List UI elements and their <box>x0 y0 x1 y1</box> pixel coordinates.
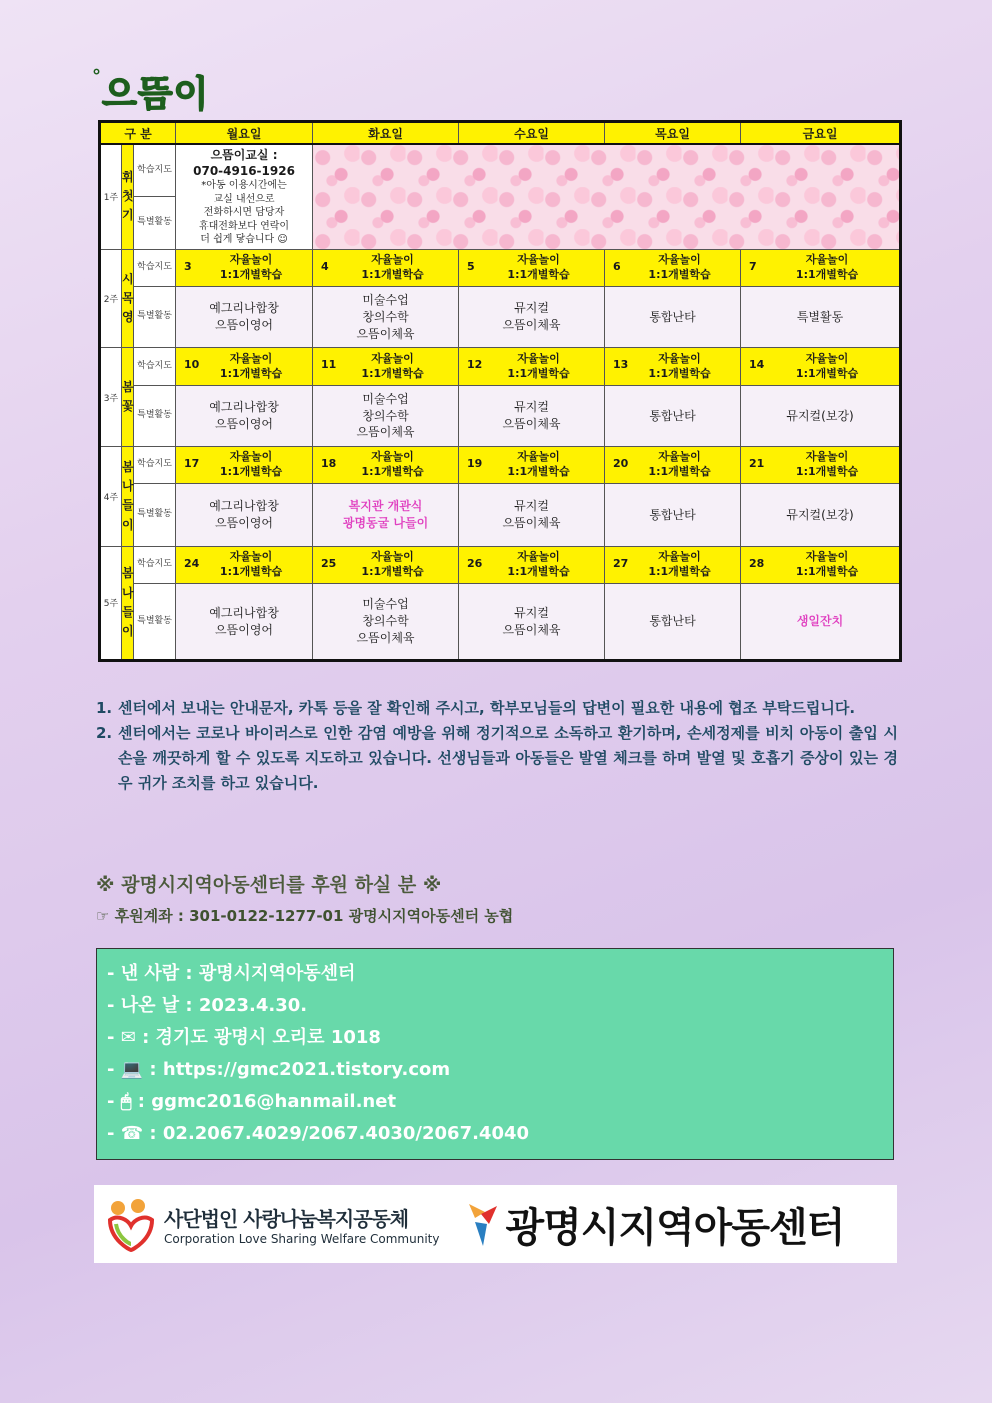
week-label: 1주 <box>100 144 122 249</box>
day-study-cell <box>605 447 741 484</box>
week-row-special <box>100 287 901 348</box>
special-activity: 창의수학 <box>362 309 409 324</box>
day-number: 21 <box>749 457 765 471</box>
day-study-cell <box>313 447 459 484</box>
week-label: 4주 <box>100 447 122 547</box>
kind-label: 특별활동 <box>134 584 176 661</box>
info-email[interactable]: - 🖱 : ggmc2016@hanmail.net <box>107 1091 397 1112</box>
day-number: 17 <box>184 457 200 471</box>
day-study-top: 자율놀이 <box>229 351 273 365</box>
day-study-top: 자율놀이 <box>229 550 273 564</box>
week-theme: 시 목 영 <box>122 249 134 348</box>
special-activity: 으뜸이체육 <box>502 416 561 431</box>
day-study-cell <box>741 348 901 385</box>
special-activity: 미술수업 <box>362 391 409 406</box>
day-study-top: 자율놀이 <box>658 550 701 564</box>
day-study-top: 자율놀이 <box>658 450 701 464</box>
special-activity: 으뜸이체육 <box>356 425 415 440</box>
header-cell: 월요일 <box>176 122 313 145</box>
day-study-bottom: 1:1개별학습 <box>795 267 859 281</box>
header-cell: 수요일 <box>459 122 605 145</box>
day-study-bottom: 1:1개별학습 <box>648 267 711 281</box>
kind-label: 학습지도 <box>134 447 176 484</box>
day-special-cell <box>605 584 741 661</box>
special-activity: 으뜸이영어 <box>215 622 274 637</box>
day-study-bottom: 1:1개별학습 <box>361 267 424 281</box>
day-study-top: 자율놀이 <box>371 550 414 564</box>
day-study-cell <box>459 447 605 484</box>
day-study-top: 자율놀이 <box>371 351 414 365</box>
day-number: 28 <box>749 556 765 570</box>
day-study-top: 자율놀이 <box>371 450 414 464</box>
center-emblem-icon <box>465 1198 505 1250</box>
day-study-top: 자율놀이 <box>517 351 560 365</box>
day-study-bottom: 1:1개별학습 <box>361 465 424 479</box>
header-row <box>100 122 901 145</box>
day-special-cell <box>459 287 605 348</box>
special-activity: 으뜸이체육 <box>502 622 561 637</box>
day-study-bottom: 1:1개별학습 <box>648 564 711 578</box>
day-study-bottom: 1:1개별학습 <box>795 564 859 578</box>
day-study-cell <box>741 447 901 484</box>
week-theme: 봄 꽃 <box>122 348 134 447</box>
kind-label: 학습지도 <box>134 546 176 583</box>
info-address: - ✉ : 경기도 광명시 오리로 1018 <box>107 1027 381 1048</box>
day-study-bottom: 1:1개별학습 <box>648 366 711 380</box>
notice-item: 2. 센터에서는 코로나 바이러스로 인한 감염 예방을 위해 정기적으로 소독하고 환기하며, 손세정제를 비치 아동이 출입 시 손을 깨끗하게 할 수 있도록 지도하고 있습니다. 선생님들과 아동들은 발열 체크를 하며 발열 및 호흡기 증상이 있는 경우 귀가 조치를 하고 있습니다. <box>96 724 898 792</box>
day-number: 5 <box>467 259 475 273</box>
day-study-bottom: 1:1개별학습 <box>219 465 283 479</box>
day-study-top: 자율놀이 <box>229 253 273 267</box>
kind-label: 학습지도 <box>134 144 176 197</box>
day-study-top: 자율놀이 <box>658 253 701 267</box>
day-study-bottom: 1:1개별학습 <box>507 564 570 578</box>
week-label: 2주 <box>100 249 122 348</box>
day-study-cell <box>176 249 313 286</box>
week-row-special <box>100 584 901 661</box>
special-activity: 미술수업 <box>362 293 409 308</box>
day-special-cell <box>313 287 459 348</box>
special-activity: 뮤지컬 <box>514 301 549 316</box>
info-sender: - 낸 사람 : 광명시지역아동센터 <box>107 963 356 984</box>
special-activity: 통합난타 <box>649 408 696 423</box>
day-study-cell <box>176 348 313 385</box>
special-activity: 미술수업 <box>362 597 409 612</box>
day-special-cell <box>605 484 741 546</box>
info-website[interactable]: - 💻 : https://gmc2021.tistory.com <box>107 1059 451 1080</box>
day-study-top: 자율놀이 <box>371 253 414 267</box>
special-activity: 예그리나합창 <box>209 301 279 316</box>
week-label: 3주 <box>100 348 122 447</box>
welfare-logo <box>104 1194 439 1254</box>
day-number: 7 <box>749 259 757 273</box>
day-number: 27 <box>613 556 629 570</box>
welfare-name-en: Corporation Love Sharing Welfare Community <box>164 1231 440 1246</box>
special-activity: 으뜸이영어 <box>215 318 274 333</box>
day-special-cell <box>741 385 901 446</box>
day-study-cell <box>605 348 741 385</box>
special-activity: 예그리나합창 <box>209 499 279 514</box>
day-study-bottom: 1:1개별학습 <box>507 465 570 479</box>
day-study-bottom: 1:1개별학습 <box>507 366 570 380</box>
special-activity: 으뜸이영어 <box>215 416 274 431</box>
day-study-top: 자율놀이 <box>658 351 701 365</box>
day-study-cell <box>459 348 605 385</box>
day-study-cell <box>459 546 605 583</box>
day-special-cell <box>741 484 901 546</box>
day-study-bottom: 1:1개별학습 <box>648 465 711 479</box>
day-special-cell <box>176 385 313 446</box>
day-study-cell <box>741 546 901 583</box>
day-study-top: 자율놀이 <box>805 550 849 564</box>
special-activity: 통합난타 <box>649 309 696 324</box>
special-activity: 복지관 개관식 <box>348 499 423 514</box>
cherry-blossom-image <box>313 144 901 249</box>
day-study-top: 자율놀이 <box>229 450 273 464</box>
day-study-bottom: 1:1개별학습 <box>795 366 859 380</box>
day-number: 24 <box>184 556 200 570</box>
support-title: ※ 광명시지역아동센터를 후원 하실 분 ※ <box>96 874 442 896</box>
info-phone: - ☎ : 02.2067.4029/2067.4030/2067.4040 <box>107 1123 530 1144</box>
header-cell: 목요일 <box>605 122 741 145</box>
special-activity: 으뜸이체육 <box>356 630 415 645</box>
day-study-top: 자율놀이 <box>517 450 560 464</box>
day-number: 3 <box>184 259 192 273</box>
special-activity: 예그리나합창 <box>209 605 279 620</box>
day-special-cell <box>741 584 901 661</box>
kind-label: 특별활동 <box>134 385 176 446</box>
special-activity: 뮤지컬 <box>514 499 549 514</box>
day-study-top: 자율놀이 <box>805 450 849 464</box>
day-study-top: 자율놀이 <box>805 253 849 267</box>
day-special-cell <box>313 584 459 661</box>
info-box <box>96 948 894 1160</box>
header-cell: 화요일 <box>313 122 459 145</box>
support-account: ☞ 후원계좌 : 301-0122-1277-01 광명시지역아동센터 농협 <box>96 907 514 925</box>
day-study-top: 자율놀이 <box>517 550 560 564</box>
day-number: 25 <box>321 556 337 570</box>
day-study-cell <box>605 546 741 583</box>
day-study-cell <box>459 249 605 286</box>
day-number: 26 <box>467 556 483 570</box>
kind-label: 학습지도 <box>134 249 176 286</box>
day-study-bottom: 1:1개별학습 <box>507 267 570 281</box>
special-activity: 으뜸이체육 <box>356 326 415 341</box>
day-number: 12 <box>467 358 483 372</box>
center-name: 광명시지역아동센터 <box>505 1204 845 1251</box>
day-study-bottom: 1:1개별학습 <box>219 564 283 578</box>
day-study-cell <box>605 249 741 286</box>
day-number: 19 <box>467 457 483 471</box>
day-special-cell <box>176 484 313 546</box>
day-number: 11 <box>321 358 337 372</box>
day-study-top: 자율놀이 <box>805 351 849 365</box>
week-theme: 봄 나 들 이 <box>122 447 134 547</box>
special-activity: 특별활동 <box>796 309 844 324</box>
week-theme: 봄 나 들 이 <box>122 546 134 660</box>
week-row-study <box>100 348 901 385</box>
kind-label: 특별활동 <box>134 197 176 250</box>
special-activity: 생일잔치 <box>796 614 844 629</box>
header-cell: 구 분 <box>100 122 176 145</box>
info-date: - 나온 날 : 2023.4.30. <box>107 995 308 1016</box>
day-special-cell <box>313 385 459 446</box>
kind-label: 학습지도 <box>134 348 176 385</box>
day-study-bottom: 1:1개별학습 <box>219 366 283 380</box>
day-study-cell <box>741 249 901 286</box>
day-special-cell <box>459 584 605 661</box>
week-row-study <box>100 546 901 583</box>
classroom-notice: 으뜸이교실 : 070-4916-1926 *아동 이용시간에는 교실 내선으로 전화하시면 담당자 휴대전화보다 연락이 더 쉽게 닿습니다 ☺ <box>176 144 313 249</box>
special-activity: 으뜸이체육 <box>502 318 561 333</box>
special-activity: 창의수학 <box>362 408 409 423</box>
day-special-cell <box>459 484 605 546</box>
special-activity: 뮤지컬(보강) <box>786 507 854 522</box>
special-activity: 뮤지컬 <box>514 400 549 415</box>
welfare-name: 사단법인 사랑나눔복지공동체 <box>164 1206 409 1231</box>
day-study-cell <box>313 348 459 385</box>
day-special-cell <box>176 287 313 348</box>
page-title: °으뜸이 <box>92 66 210 115</box>
day-study-bottom: 1:1개별학습 <box>361 564 424 578</box>
day-study-cell <box>176 546 313 583</box>
day-study-top: 자율놀이 <box>517 253 560 267</box>
special-activity: 뮤지컬 <box>514 605 549 620</box>
day-study-cell <box>313 546 459 583</box>
day-number: 18 <box>321 457 337 471</box>
special-activity: 예그리나합창 <box>209 400 279 415</box>
schedule-table <box>98 120 902 662</box>
special-activity: 광명동굴 나들이 <box>342 516 429 531</box>
special-activity: 으뜸이영어 <box>215 516 274 531</box>
week-row-study <box>100 447 901 484</box>
week-row-study <box>100 249 901 286</box>
special-activity: 창의수학 <box>362 614 409 629</box>
day-study-bottom: 1:1개별학습 <box>361 366 424 380</box>
day-number: 10 <box>184 358 200 372</box>
notice-list <box>96 696 898 796</box>
notice-item: 1. 센터에서 보내는 안내문자, 카톡 등을 잘 확인해 주시고, 학부모님들의 답변이 필요한 내용에 협조 부탁드립니다. <box>96 699 856 717</box>
day-special-cell <box>176 584 313 661</box>
welfare-emblem-icon <box>104 1194 158 1254</box>
special-activity: 통합난타 <box>649 614 696 629</box>
day-number: 20 <box>613 457 629 471</box>
day-special-cell <box>605 287 741 348</box>
day-number: 6 <box>613 259 621 273</box>
day-study-cell <box>313 249 459 286</box>
day-special-cell <box>741 287 901 348</box>
week-label: 5주 <box>100 546 122 660</box>
week-row-special <box>100 385 901 446</box>
special-activity: 뮤지컬(보강) <box>786 408 854 423</box>
footer-logos <box>94 1185 897 1263</box>
special-activity: 통합난타 <box>649 507 696 522</box>
week-row-special <box>100 484 901 546</box>
day-study-cell <box>176 447 313 484</box>
kind-label: 특별활동 <box>134 287 176 348</box>
header-cell: 금요일 <box>741 122 901 145</box>
week-theme: 휘 첫 기 <box>122 144 134 249</box>
day-number: 14 <box>749 358 765 372</box>
day-special-cell <box>459 385 605 446</box>
kind-label: 특별활동 <box>134 484 176 546</box>
day-special-cell <box>313 484 459 546</box>
special-activity: 으뜸이체육 <box>502 516 561 531</box>
day-special-cell <box>605 385 741 446</box>
day-study-bottom: 1:1개별학습 <box>219 267 283 281</box>
center-logo <box>465 1196 844 1253</box>
day-number: 13 <box>613 358 629 372</box>
day-study-bottom: 1:1개별학습 <box>795 465 859 479</box>
day-number: 4 <box>321 259 329 273</box>
